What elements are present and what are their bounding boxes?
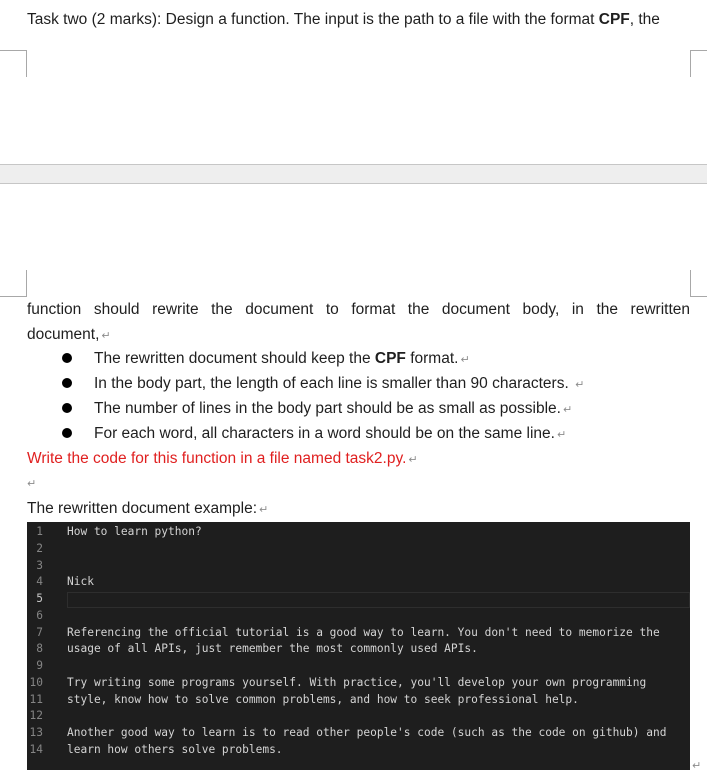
code-line: learn how others solve problems.: [67, 743, 283, 756]
cpf-format-bold: CPF: [598, 11, 630, 28]
line-number: 7: [36, 626, 43, 639]
task-intro-line: [27, 7, 660, 32]
code-line: usage of all APIs, just remember the most commonly used APIs.: [67, 642, 478, 655]
instruction-red-line: Write the code for this function in a file named task2.py. ↵: [27, 450, 418, 467]
code-line: style, know how to solve common problems, and how to seek professional help.: [67, 693, 579, 706]
crop-mark-bottom-left: [0, 270, 27, 297]
line-number: 6: [36, 609, 43, 622]
task-intro-tail: , the: [629, 11, 660, 28]
code-editor-block: [27, 522, 690, 770]
code-line: Referencing the official tutorial is a good way to learn. You don't need to memorize the: [67, 626, 660, 639]
current-line-highlight: [67, 592, 690, 608]
page-break-gap: [0, 164, 707, 184]
crop-mark-top-right: [690, 50, 707, 77]
empty-paragraph: ↵: [27, 478, 37, 490]
paragraph-mark: ↵: [101, 330, 111, 342]
task-intro-text: Task two (2 marks): Design a function. The input is the path to a file with the format: [27, 11, 599, 28]
bullet-item-3: The number of lines in the body part should be as small as possible. ↵: [94, 400, 573, 417]
line-number: 2: [36, 542, 43, 555]
line-number: 5: [36, 592, 43, 605]
code-line: Try writing some programs yourself. With practice, you'll develop your own programming: [67, 676, 647, 689]
bullet-item-2: In the body part, the length of each line is smaller than 90 characters. ↵: [94, 375, 585, 392]
line-number: 9: [36, 659, 43, 672]
bullet-dot-4: [62, 428, 72, 438]
bullet-dot-1: [62, 353, 72, 363]
bullet-item-1: The rewritten document should keep the CPF format. ↵: [94, 350, 470, 367]
example-label: The rewritten document example: ↵: [27, 500, 269, 517]
bullet-item-4: For each word, all characters in a word should be on the same line. ↵: [94, 425, 567, 442]
line-number: 12: [29, 709, 43, 722]
body-paragraph-line2: document, ↵: [27, 326, 111, 343]
crop-mark-top-left: [0, 50, 27, 77]
body-paragraph-line1: function should rewrite the document to format the document body, in the rewritten: [27, 301, 690, 318]
line-number: 11: [29, 693, 43, 706]
line-number: 10: [29, 676, 43, 689]
code-line: Nick: [67, 575, 94, 588]
crop-mark-bottom-right: [690, 270, 707, 297]
code-line: How to learn python?: [67, 525, 202, 538]
line-number: 8: [36, 642, 43, 655]
code-line: Another good way to learn is to read other people's code (such as the code on github) and: [67, 726, 667, 739]
line-number: 1: [36, 525, 43, 538]
line-number: 4: [36, 575, 43, 588]
bullet-dot-2: [62, 378, 72, 388]
line-number: 13: [29, 726, 43, 739]
line-number: 14: [29, 743, 43, 756]
paragraph-mark-after-code: ↵: [692, 760, 702, 772]
bullet-dot-3: [62, 403, 72, 413]
line-number: 3: [36, 559, 43, 572]
